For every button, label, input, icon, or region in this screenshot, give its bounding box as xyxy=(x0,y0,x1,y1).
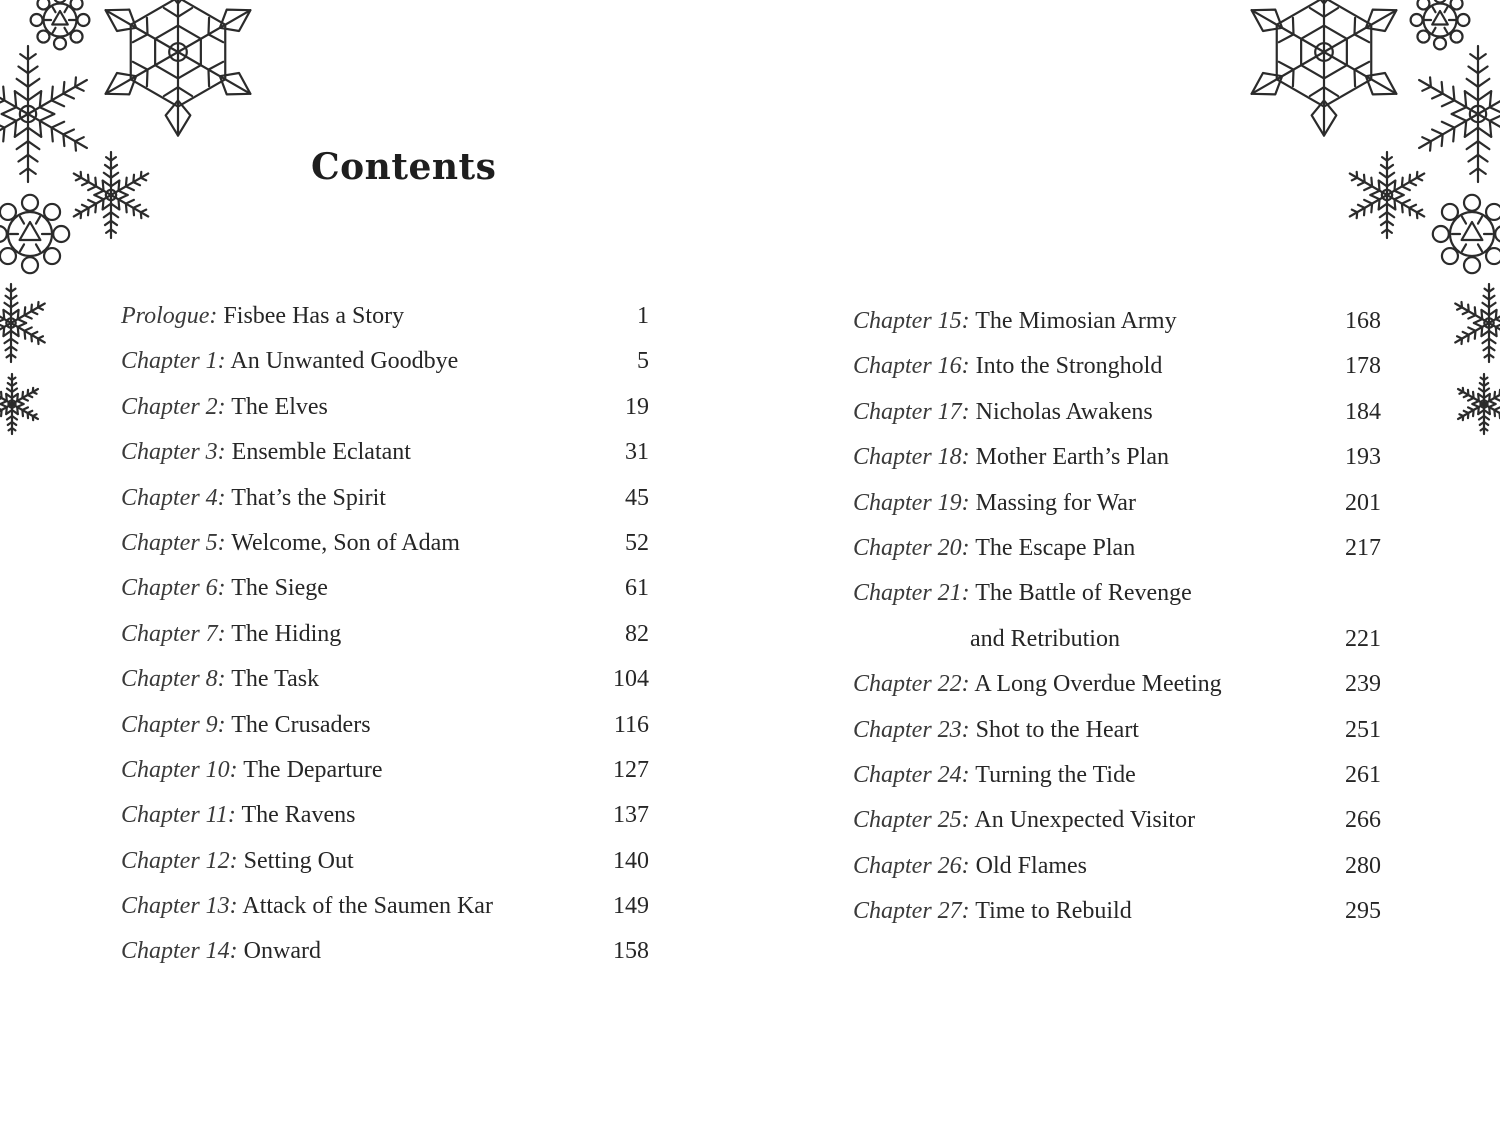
toc-entry-prefix: Chapter 13: xyxy=(121,893,238,920)
toc-entry xyxy=(121,294,649,339)
toc-entry xyxy=(121,657,649,702)
toc-entry-title: A Long Overdue Meeting xyxy=(974,671,1222,698)
toc-entry-title: Mother Earth’s Plan xyxy=(975,444,1169,471)
toc-entry-page: 127 xyxy=(613,756,649,783)
snowflake-icon xyxy=(1234,0,1414,142)
toc-entry-page: 19 xyxy=(625,393,649,420)
page-title: Contents xyxy=(311,146,497,189)
toc-entry-title: Nicholas Awakens xyxy=(975,398,1153,425)
toc-entry-prefix: Chapter 11: xyxy=(121,802,236,829)
toc-entry-page: 280 xyxy=(1345,852,1381,879)
toc-entry-prefix: Chapter 24: xyxy=(853,761,970,788)
toc-entry-page: 201 xyxy=(1345,489,1381,516)
toc-entry-prefix: Chapter 26: xyxy=(853,852,970,879)
toc-entry xyxy=(121,521,649,566)
toc-entry-page: 140 xyxy=(613,847,649,874)
toc-entry xyxy=(121,566,649,611)
toc-entry-page: 5 xyxy=(637,348,649,375)
toc-entry xyxy=(853,571,1381,616)
toc-entry-title: The Crusaders xyxy=(231,711,371,738)
toc-entry-prefix: Chapter 17: xyxy=(853,398,970,425)
toc-entry-page: 251 xyxy=(1345,716,1381,743)
toc-entry xyxy=(121,793,649,838)
toc-entry-page: 137 xyxy=(613,802,649,829)
snowflake-icon xyxy=(1448,282,1500,364)
toc-entry-page: 178 xyxy=(1345,353,1381,380)
toc-entry-title: The Siege xyxy=(231,575,328,602)
toc-entry-prefix: Chapter 27: xyxy=(853,898,970,925)
toc-entry-page: 1 xyxy=(637,303,649,329)
toc-entry xyxy=(853,526,1381,571)
toc-entry xyxy=(121,476,649,521)
toc-entry xyxy=(853,344,1381,389)
snowflake-icon xyxy=(0,282,52,364)
toc-entry-prefix: Chapter 19: xyxy=(853,489,970,516)
toc-entry-prefix: Chapter 12: xyxy=(121,847,238,874)
toc-entry xyxy=(121,748,649,793)
toc-entry-title: Into the Stronghold xyxy=(975,353,1163,380)
toc-entry-title: Ensemble Eclatant xyxy=(231,439,411,466)
toc-entry-prefix: Chapter 23: xyxy=(853,716,970,743)
toc-entry-page: 184 xyxy=(1345,398,1381,425)
toc-entry-prefix: Chapter 15: xyxy=(853,308,970,334)
toc-entry-title: Turning the Tide xyxy=(975,761,1136,788)
toc-entry-page: 52 xyxy=(625,529,649,556)
toc-entry-page: 168 xyxy=(1345,308,1381,334)
snowflake-icon xyxy=(0,192,72,276)
toc-entry-prefix: Chapter 7: xyxy=(121,620,226,647)
toc-entry-prefix: Chapter 6: xyxy=(121,575,226,602)
toc-entry-page: 116 xyxy=(613,711,649,738)
toc-entry-title: Setting Out xyxy=(243,847,354,874)
toc-entry xyxy=(853,662,1381,707)
toc-entry-page: 193 xyxy=(1345,444,1381,471)
toc-entry-page: 31 xyxy=(625,439,649,466)
toc-entry-prefix: Chapter 22: xyxy=(853,671,970,698)
toc-entry-title: The Elves xyxy=(231,393,328,420)
toc-entry-prefix: Prologue: xyxy=(121,303,218,329)
toc-entry-title: and Retribution xyxy=(970,625,1120,652)
toc-entry xyxy=(121,339,649,384)
toc-entry-title: The Escape Plan xyxy=(975,534,1136,561)
toc-entry-title: Fisbee Has a Story xyxy=(223,303,405,329)
toc-entry-title: Time to Rebuild xyxy=(975,898,1132,925)
toc-entry-prefix: Chapter 3: xyxy=(121,439,226,466)
toc-entry-title: The Task xyxy=(231,666,320,693)
snowflake-icon xyxy=(66,150,156,240)
toc-entry-page: 149 xyxy=(613,893,649,920)
toc-entry-prefix: Chapter 2: xyxy=(121,393,226,420)
toc-entry xyxy=(121,884,649,929)
toc-entry-prefix: Chapter 16: xyxy=(853,353,970,380)
toc-entry-page: 261 xyxy=(1345,761,1381,788)
toc-entry xyxy=(121,612,649,657)
toc-entry-prefix: Chapter 20: xyxy=(853,534,970,561)
toc-entry-prefix: Chapter 10: xyxy=(121,756,238,783)
toc-entry xyxy=(121,430,649,475)
toc-entry-continuation xyxy=(853,617,1381,662)
toc-entry-title: An Unexpected Visitor xyxy=(974,807,1196,834)
toc-entry-title: The Ravens xyxy=(241,802,356,829)
toc-entry xyxy=(121,385,649,430)
toc-entry-title: An Unwanted Goodbye xyxy=(230,348,459,375)
toc-entry-title: Welcome, Son of Adam xyxy=(231,529,460,556)
toc-entry-page: 295 xyxy=(1345,898,1381,925)
toc-entry-prefix: Chapter 5: xyxy=(121,529,226,556)
toc-entry xyxy=(853,889,1381,934)
toc-entry-page: 217 xyxy=(1345,534,1381,561)
toc-entry xyxy=(853,435,1381,480)
toc-entry-title: Onward xyxy=(243,938,321,965)
toc-entry xyxy=(853,844,1381,889)
toc-entry-page: 266 xyxy=(1345,807,1381,834)
toc-entry-title: Attack of the Saumen Kar xyxy=(242,893,493,920)
toc-entry-prefix: Chapter 25: xyxy=(853,807,970,834)
toc-entry-prefix: Chapter 21: xyxy=(853,580,970,607)
toc-entry-prefix: Chapter 8: xyxy=(121,666,226,693)
toc-entry-page: 82 xyxy=(625,620,649,647)
snowflake-icon xyxy=(1430,192,1500,276)
snowflake-icon xyxy=(88,0,268,142)
toc-entry-title: That’s the Spirit xyxy=(231,484,386,511)
toc-entry xyxy=(121,839,649,884)
toc-entry-prefix: Chapter 4: xyxy=(121,484,226,511)
toc-entry-title: The Mimosian Army xyxy=(975,308,1177,334)
toc-entry xyxy=(853,390,1381,435)
toc-entry xyxy=(853,481,1381,526)
toc-entry xyxy=(121,703,649,748)
toc-entry xyxy=(853,753,1381,798)
toc-entry-title: Massing for War xyxy=(975,489,1136,516)
snowflake-icon xyxy=(0,372,44,436)
toc-entry-prefix: Chapter 18: xyxy=(853,444,970,471)
toc-column-right xyxy=(853,299,1381,934)
toc-entry-prefix: Chapter 14: xyxy=(121,938,238,965)
toc-entry-page: 158 xyxy=(613,938,649,965)
toc-entry-page: 104 xyxy=(613,666,649,693)
toc-column-left xyxy=(121,294,649,975)
snowflake-icon xyxy=(1342,150,1432,240)
toc-entry xyxy=(853,299,1381,344)
toc-entry-title: The Battle of Revenge xyxy=(975,580,1192,607)
toc-entry-page: 239 xyxy=(1345,671,1381,698)
toc-entry-prefix: Chapter 1: xyxy=(121,348,226,375)
toc-entry-page: 221 xyxy=(1345,625,1381,652)
toc-entry xyxy=(853,798,1381,843)
toc-entry xyxy=(121,929,649,974)
toc-entry-page: 45 xyxy=(625,484,649,511)
toc-entry-title: The Hiding xyxy=(231,620,342,647)
toc-entry-prefix: Chapter 9: xyxy=(121,711,226,738)
toc-entry-title: Shot to the Heart xyxy=(975,716,1139,743)
toc-entry-title: Old Flames xyxy=(975,852,1087,879)
toc-entry-title: The Departure xyxy=(243,756,383,783)
toc-entry xyxy=(853,708,1381,753)
snowflake-icon xyxy=(1452,372,1500,436)
toc-entry-page: 61 xyxy=(625,575,649,602)
